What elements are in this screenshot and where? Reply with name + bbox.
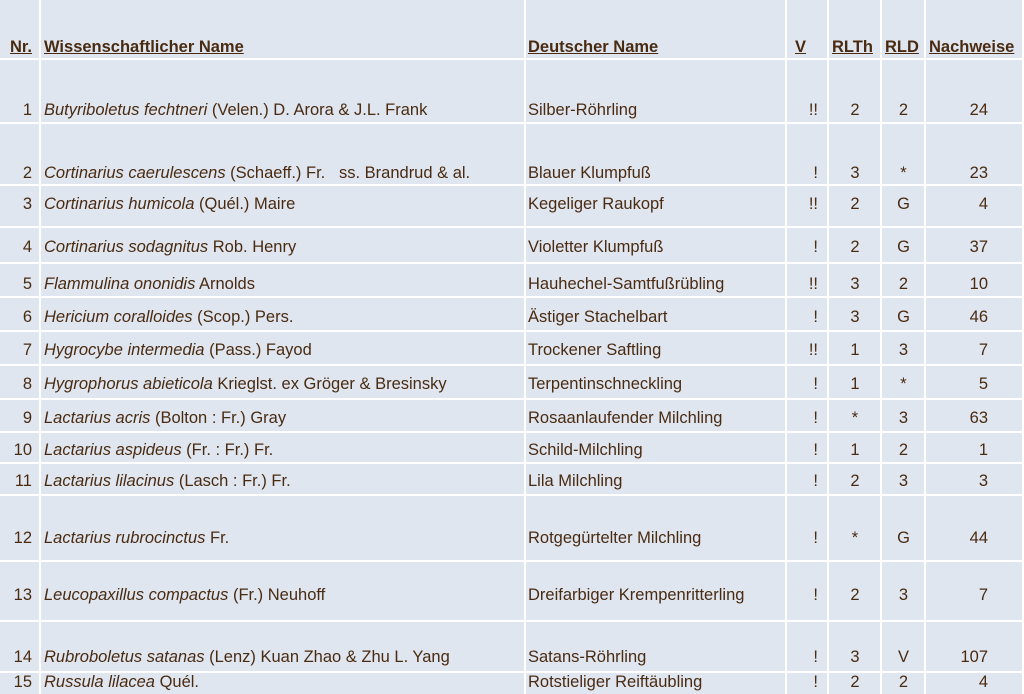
species-name: Cortinarius sodagnitus (44, 238, 209, 256)
row-divider (0, 330, 1024, 332)
rld-status: 2 (898, 441, 909, 459)
row-divider (0, 58, 1024, 60)
v-status: ! (813, 441, 818, 459)
species-name: Cortinarius humicola (44, 195, 195, 213)
row-divider (0, 431, 1024, 433)
row-number: 1 (22, 101, 32, 119)
scientific-name (44, 340, 312, 360)
species-author: (Fr.) Neuhoff (228, 586, 326, 604)
rld-status: 2 (898, 101, 909, 119)
species-name: Hygrophorus abieticola (44, 375, 213, 393)
species-author: (Velen.) D. Arora & J.L. Frank (207, 101, 428, 119)
species-name: Cortinarius caerulescens (44, 164, 226, 182)
row-divider (0, 398, 1024, 400)
german-name: Blauer Klumpfuß (528, 164, 651, 182)
rlth-status: 2 (850, 101, 860, 119)
v-status: ! (813, 648, 818, 666)
rld-status: V (897, 648, 909, 666)
row-divider (0, 462, 1024, 464)
species-author: Krieglst. ex Gröger & Bresinsky (212, 375, 447, 393)
rlth-status: 3 (850, 275, 860, 293)
row-number: 12 (13, 529, 32, 547)
header-rld: RLD (885, 38, 919, 56)
nachweise-count: 37 (969, 238, 988, 256)
german-name: Silber-Röhrling (528, 101, 638, 119)
row-number: 9 (22, 409, 32, 427)
scientific-name (44, 194, 295, 214)
rlth-status: 2 (850, 472, 860, 490)
v-status: !! (808, 101, 818, 119)
species-name: Lactarius lilacinus (44, 472, 175, 490)
species-author: (Bolton : Fr.) Gray (150, 409, 287, 427)
v-status: !! (808, 275, 818, 293)
row-number: 13 (13, 586, 32, 604)
species-name: Hygrocybe intermedia (44, 341, 205, 359)
row-divider (0, 226, 1024, 228)
rlth-status: 3 (850, 308, 860, 326)
german-name: Trockener Saftling (528, 341, 662, 359)
nachweise-count: 7 (978, 341, 988, 359)
rld-status: 3 (898, 472, 909, 490)
species-author: Arnolds (195, 275, 255, 293)
species-author: (Quél.) Maire (194, 195, 296, 213)
row-number: 5 (22, 275, 32, 293)
species-name: Flammulina ononidis (44, 275, 196, 293)
v-status: ! (813, 308, 818, 326)
species-author: (Scop.) Pers. (192, 308, 294, 326)
row-number: 14 (13, 648, 32, 666)
rld-status: * (900, 375, 907, 393)
nachweise-count: 46 (969, 308, 988, 326)
scientific-name (44, 528, 229, 548)
scientific-name (44, 374, 447, 394)
v-status: ! (813, 238, 818, 256)
rlth-status: 1 (850, 341, 860, 359)
row-number: 10 (13, 441, 32, 459)
row-number: 7 (22, 341, 32, 359)
v-status: ! (813, 409, 818, 427)
rld-status: 3 (898, 341, 909, 359)
rld-status: 3 (898, 586, 909, 604)
row-divider (0, 296, 1024, 298)
german-name: Hauhechel-Samtfußrübling (528, 275, 725, 293)
header-rlth: RLTh (832, 38, 873, 56)
scientific-name (44, 585, 325, 605)
row-divider (0, 122, 1024, 124)
column-divider (39, 0, 41, 694)
rld-status: G (897, 308, 910, 326)
nachweise-count: 1 (978, 441, 988, 459)
nachweise-count: 5 (978, 375, 988, 393)
species-author: (Lenz) Kuan Zhao & Zhu L. Yang (204, 648, 450, 666)
german-name: Terpentinschneckling (528, 375, 683, 393)
species-author: Quél. (154, 673, 200, 691)
rlth-status: 1 (850, 441, 860, 459)
species-name: Hericium coralloides (44, 308, 193, 326)
scientific-name (44, 100, 427, 120)
scientific-name (44, 274, 255, 294)
rld-status: G (897, 238, 910, 256)
species-name: Leucopaxillus compactus (44, 586, 229, 604)
german-name: Satans-Röhrling (528, 648, 647, 666)
species-author: (Lasch : Fr.) Fr. (174, 472, 291, 490)
row-number: 4 (22, 238, 32, 256)
german-name: Violetter Klumpfuß (528, 238, 664, 256)
v-status: ! (813, 164, 818, 182)
nachweise-count: 44 (969, 529, 988, 547)
rlth-status: 3 (850, 648, 860, 666)
row-number: 3 (22, 195, 32, 213)
row-number: 15 (13, 673, 32, 691)
rld-status: * (900, 164, 907, 182)
species-author: Rob. Henry (208, 238, 297, 256)
nachweise-count: 4 (978, 195, 988, 213)
v-status: !! (808, 341, 818, 359)
row-number: 8 (22, 375, 32, 393)
rlth-status: 1 (850, 375, 860, 393)
nachweise-count: 63 (969, 409, 988, 427)
v-status: ! (813, 472, 818, 490)
scientific-name (44, 672, 199, 692)
german-name: Lila Milchling (528, 472, 623, 490)
header-nr: Nr. (10, 38, 33, 56)
species-name: Lactarius rubrocinctus (44, 529, 206, 547)
row-number: 2 (22, 164, 32, 182)
nachweise-count: 3 (978, 472, 988, 490)
german-name: Rosaanlaufender Milchling (528, 409, 723, 427)
rlth-status: 3 (850, 164, 860, 182)
rlth-status: 2 (850, 238, 860, 256)
row-divider (0, 494, 1024, 496)
nachweise-count: 107 (960, 648, 988, 666)
german-name: Schild-Milchling (528, 441, 643, 459)
species-author: Fr. (205, 529, 230, 547)
german-name: Rotstieliger Reiftäubling (528, 673, 703, 691)
scientific-name (44, 163, 470, 183)
species-name: Lactarius aspideus (44, 441, 182, 459)
german-name: Rotgegürtelter Milchling (528, 529, 702, 547)
german-name: Dreifarbiger Krempenritterling (528, 586, 745, 604)
v-status: ! (813, 586, 818, 604)
header-german-name: Deutscher Name (528, 38, 659, 56)
german-name: Ästiger Stachelbart (528, 308, 668, 326)
scientific-name (44, 237, 296, 257)
row-divider (0, 184, 1024, 186)
species-author: (Schaeff.) Fr. ss. Brandrud & al. (225, 164, 471, 182)
species-name: Butyriboletus fechtneri (44, 101, 208, 119)
rlth-status: * (851, 529, 859, 547)
scientific-name (44, 647, 450, 667)
nachweise-count: 4 (978, 673, 988, 691)
v-status: ! (813, 375, 818, 393)
column-divider (524, 0, 526, 694)
header-scientific-name: Wissenschaftlicher Name (44, 38, 244, 56)
rlth-status: 2 (850, 586, 860, 604)
scientific-name (44, 408, 286, 428)
species-name: Russula lilacea (44, 673, 155, 691)
rld-status: G (897, 195, 910, 213)
row-divider (0, 560, 1024, 562)
rlth-status: 2 (850, 195, 860, 213)
species-name: Rubroboletus satanas (44, 648, 205, 666)
nachweise-count: 10 (969, 275, 988, 293)
rld-status: 3 (898, 409, 909, 427)
rld-status: 2 (898, 673, 909, 691)
scientific-name (44, 471, 291, 491)
scientific-name (44, 440, 273, 460)
species-author: (Pass.) Fayod (204, 341, 312, 359)
german-name: Kegeliger Raukopf (528, 195, 664, 213)
nachweise-count: 24 (969, 101, 988, 119)
row-divider (0, 620, 1024, 622)
species-name: Lactarius acris (44, 409, 151, 427)
nachweise-count: 23 (969, 164, 988, 182)
row-number: 6 (22, 308, 32, 326)
rld-status: 2 (898, 275, 909, 293)
header-v: V (795, 38, 807, 56)
v-status: !! (808, 195, 818, 213)
row-divider (0, 262, 1024, 264)
species-author: (Fr. : Fr.) Fr. (181, 441, 274, 459)
v-status: ! (813, 673, 818, 691)
header-nachweise: Nachweise (929, 38, 1015, 56)
row-divider (0, 364, 1024, 366)
v-status: ! (813, 529, 818, 547)
scientific-name (44, 307, 293, 327)
rld-status: G (897, 529, 910, 547)
row-number: 11 (14, 472, 32, 490)
rlth-status: * (851, 409, 859, 427)
rlth-status: 2 (850, 673, 860, 691)
nachweise-count: 7 (978, 586, 988, 604)
